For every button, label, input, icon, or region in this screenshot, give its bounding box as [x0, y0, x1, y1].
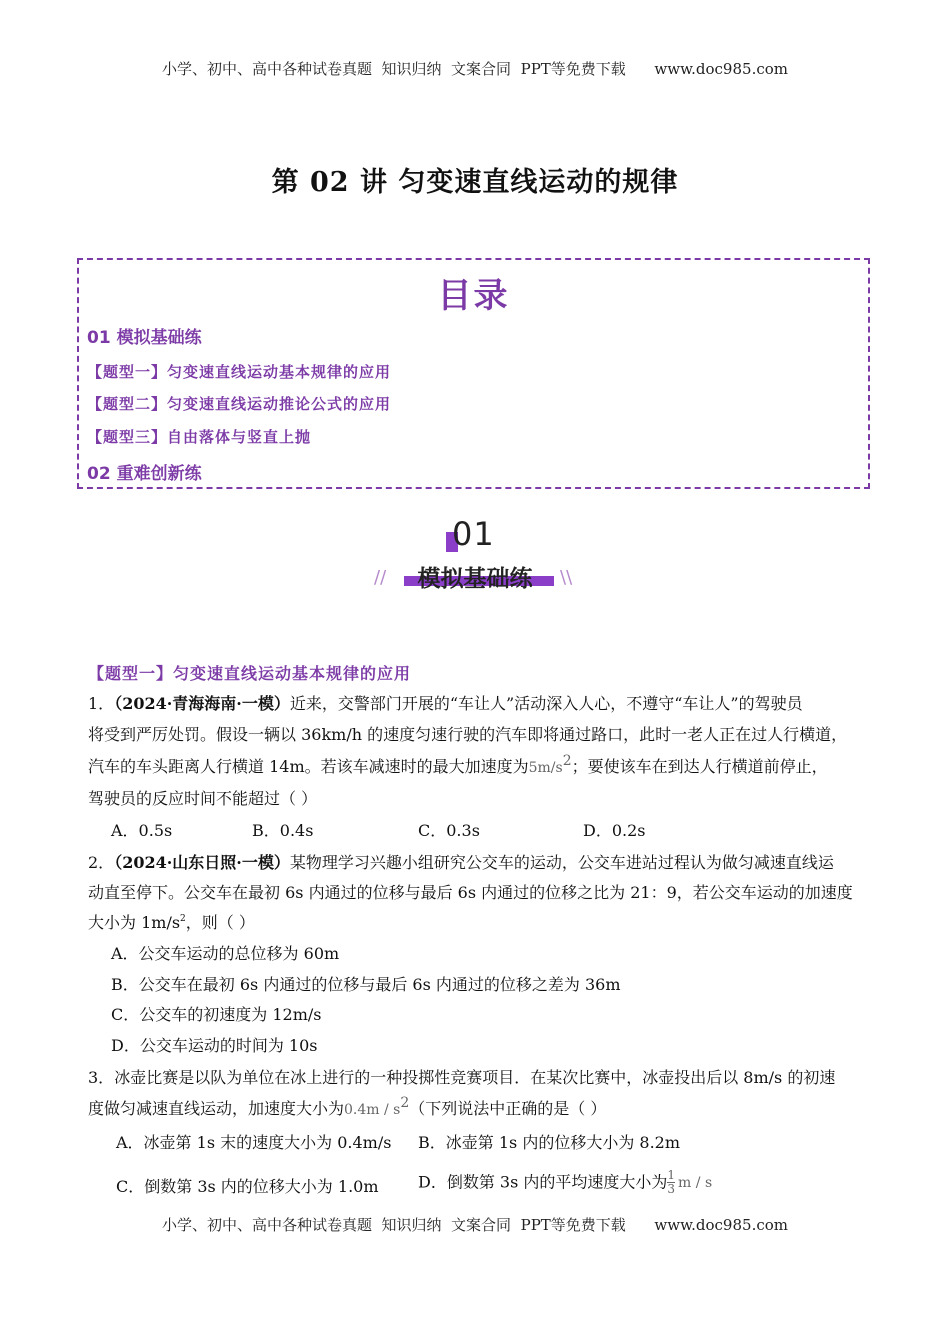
- badge-left-slash-icon: //: [374, 567, 387, 588]
- question-1-option-a[interactable]: A．0.5s: [111, 821, 173, 840]
- question-2-source: （2024·山东日照·一模）: [114, 853, 290, 872]
- question-1-line-1: 1．（2024·青海海南·一模）近来，交警部门开展的“车让人”活动深入人心，不遵守“车让人”的驾驶员: [88, 694, 803, 713]
- fraction-one-third: $\frac{1}{3}$: [667, 1168, 676, 1196]
- question-3-option-b[interactable]: B．冰壶第 1s 内的位移大小为 8.2m: [418, 1133, 681, 1152]
- acceleration-value: 5m/s: [528, 760, 563, 776]
- question-1-option-c[interactable]: C．0.3s: [418, 821, 480, 840]
- question-2-option-c[interactable]: C．公交车的初速度为 12m/s: [111, 1005, 322, 1024]
- section-badge: [374, 515, 580, 600]
- page-header: 小学、初中、高中各种试卷真题 知识归纳 文案合同 PPT等免费下载 www.doc985.com: [161, 60, 788, 78]
- toc-item-basic-practice[interactable]: 01 模拟基础练: [87, 328, 202, 348]
- badge-label: 模拟基础练: [417, 566, 533, 592]
- question-2-option-b[interactable]: B．公交车在最初 6s 内通过的位移与最后 6s 内通过的位移之差为 36m: [111, 975, 621, 994]
- question-3-line-2: 度做匀减速直线运动，加速度大小为0.4m / s2（下列说法中正确的是（ ）: [88, 1095, 607, 1118]
- acceleration-value: 0.4m / s: [344, 1102, 401, 1118]
- question-1-line-4: 驾驶员的反应时间不能超过（ ）: [88, 789, 318, 808]
- question-1-source: （2024·青海海南·一模）: [114, 694, 290, 713]
- question-1-line-3: 汽车的车头距离人行横道 14m。若该车减速时的最大加速度为5m/s2；要使该车在到达人行横道前停止，: [88, 753, 828, 776]
- toc-item-advanced-practice[interactable]: 02 重难创新练: [87, 464, 202, 484]
- table-of-contents: [77, 258, 870, 489]
- question-3-option-a[interactable]: A．冰壶第 1s 末的速度大小为 0.4m/s: [116, 1133, 392, 1152]
- toc-heading: 目录: [437, 276, 510, 316]
- question-1-line-2: 将受到严厉处罚。假设一辆以 36km/h 的速度匀速行驶的汽车即将通过路口，此时一老人正在过人行横道，: [88, 725, 848, 744]
- question-1-option-b[interactable]: B．0.4s: [252, 821, 314, 840]
- question-2-option-a[interactable]: A．公交车运动的总位移为 60m: [111, 944, 340, 963]
- toc-item-type-1[interactable]: 【题型一】匀变速直线运动基本规律的应用: [87, 363, 392, 381]
- badge-right-slash-icon: \\: [560, 567, 573, 588]
- question-3-line-1: 3．冰壶比赛是以队为单位在冰上进行的一种投掷性竞赛项目．在某次比赛中，冰壶投出后以 8m/s 的初速: [88, 1068, 836, 1087]
- question-1-option-d[interactable]: D．0.2s: [583, 821, 646, 840]
- question-3-option-c[interactable]: C．倒数第 3s 内的位移大小为 1.0m: [116, 1177, 379, 1196]
- page-title: 第 02 讲 匀变速直线运动的规律: [271, 167, 679, 198]
- toc-item-type-2[interactable]: 【题型二】匀变速直线运动推论公式的应用: [87, 395, 392, 413]
- question-2-line-2: 动直至停下。公交车在最初 6s 内通过的位移与最后 6s 内通过的位移之比为 21：9，若公交车运动的加速度: [88, 883, 853, 902]
- question-2-option-d[interactable]: D．公交车运动的时间为 10s: [111, 1036, 318, 1055]
- section-heading: 【题型一】匀变速直线运动基本规律的应用: [88, 664, 412, 683]
- page-footer: 小学、初中、高中各种试卷真题 知识归纳 文案合同 PPT等免费下载 www.doc985.com: [161, 1216, 788, 1234]
- question-2-line-3: 大小为 $1m/s^2$，则（ ）: [88, 913, 255, 932]
- toc-item-type-3[interactable]: 【题型三】自由落体与竖直上抛: [87, 428, 312, 446]
- question-3-option-d[interactable]: D．倒数第 3s 内的平均速度大小为 $\frac{1}{3}$ m / s: [418, 1168, 713, 1196]
- question-2-line-1: 2．（2024·山东日照·一模）某物理学习兴趣小组研究公交车的运动，公交车进站过程认为做匀减速直线运: [88, 853, 834, 872]
- badge-number: 01: [452, 515, 495, 553]
